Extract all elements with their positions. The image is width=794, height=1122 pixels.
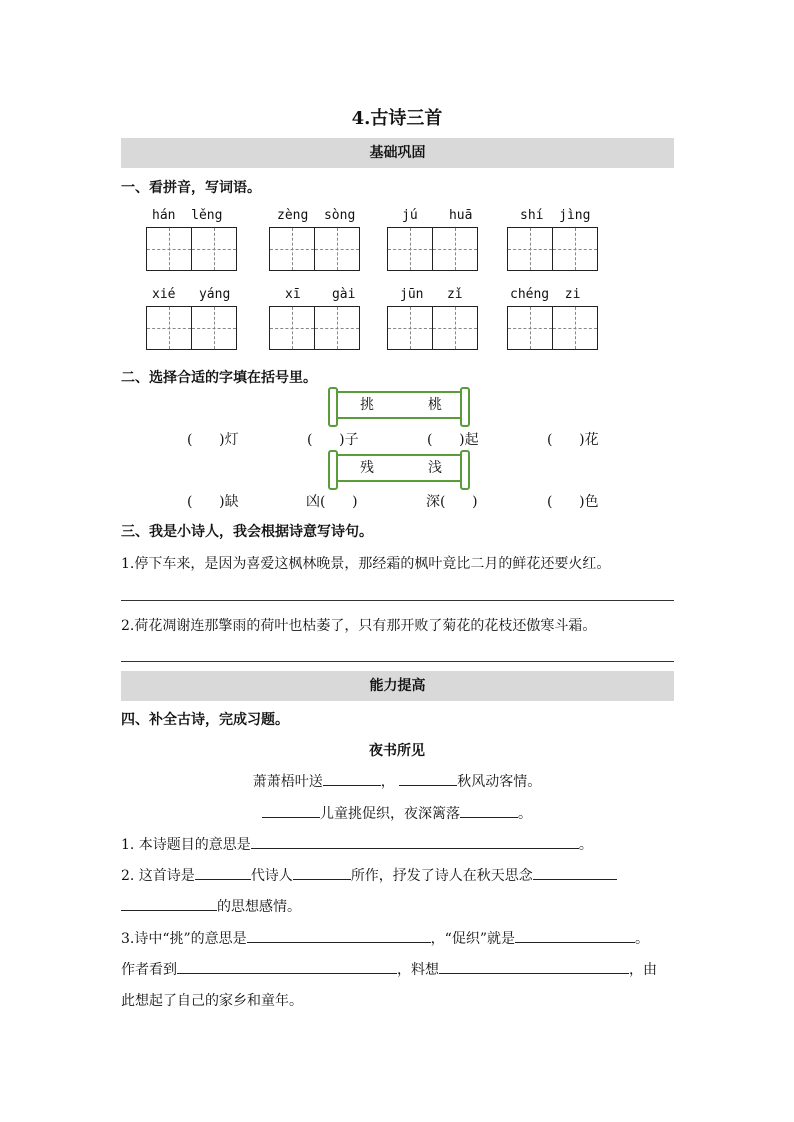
question-text: 所作，抒发了诗人在秋天思念 (350, 868, 533, 884)
choice-char: 桃 (428, 397, 442, 413)
fill-blank[interactable]: ( )缺 (187, 494, 239, 510)
question-text: ，料想 (397, 962, 439, 978)
blank[interactable] (262, 803, 320, 818)
fill-blank[interactable]: 深( ) (426, 494, 478, 510)
fill-blank[interactable]: 凶( ) (306, 494, 358, 510)
pinyin-row-1 (121, 208, 681, 228)
writing-grid[interactable] (507, 227, 598, 271)
writing-grid[interactable] (507, 306, 598, 350)
pinyin-label: hán lěng (152, 208, 223, 223)
poem-title: 夜书所见 (369, 743, 425, 759)
blank[interactable] (177, 959, 397, 974)
blank[interactable] (121, 896, 217, 911)
blank[interactable] (247, 928, 431, 943)
fill-blank[interactable]: ( )花 (547, 432, 599, 448)
pinyin-label: zèng sòng (277, 208, 356, 223)
pinyin-row-2 (121, 287, 681, 307)
poem-text: 秋风动客情。 (457, 774, 542, 790)
pinyin-label: xié yáng (152, 287, 231, 302)
blank[interactable] (460, 803, 518, 818)
writing-grid[interactable] (387, 227, 478, 271)
question-2-heading: 二、选择合适的字填在括号里。 (121, 370, 317, 386)
choice-scroll-2 (330, 454, 468, 482)
q4-sub-2-cont (121, 896, 301, 916)
poem-text: 萧萧梧叶送 (252, 774, 323, 790)
pinyin-label: jú huā (402, 208, 473, 223)
q3-item-1: 1.停下车来，是因为喜爱这枫林晚景，那经霜的枫叶竟比二月的鲜花还要火红。 (121, 556, 611, 572)
q4-sub-1 (121, 834, 593, 854)
blank[interactable] (533, 865, 617, 880)
choice-char: 残 (360, 460, 374, 476)
poem-text: 儿童挑促织，夜深篱落 (320, 806, 460, 822)
choice-char: 挑 (360, 397, 374, 413)
question-text: 代诗人 (250, 868, 293, 884)
writing-grid[interactable] (146, 306, 237, 350)
question-4-heading: 四、补全古诗，完成习题。 (121, 712, 289, 728)
answer-line[interactable] (121, 600, 674, 601)
choice-scroll-1 (330, 391, 468, 419)
blank[interactable] (439, 959, 629, 974)
q4-sub-3-end: 此想起了自己的家乡和童年。 (121, 993, 303, 1009)
writing-grid[interactable] (269, 306, 360, 350)
writing-grid[interactable] (269, 227, 360, 271)
question-text: 作者看到 (121, 962, 177, 978)
question-1-heading: 一、看拼音，写词语。 (121, 180, 261, 196)
fill-blank[interactable]: ( )色 (547, 494, 599, 510)
fill-blank[interactable]: ( )起 (427, 432, 479, 448)
blank[interactable] (399, 771, 457, 786)
fill-blank[interactable]: ( )子 (307, 432, 359, 448)
question-text: ，由 (629, 962, 657, 978)
pinyin-label: xī gài (285, 287, 356, 302)
question-3-heading: 三、我是小诗人，我会根据诗意写诗句。 (121, 524, 373, 540)
q4-sub-3 (121, 928, 649, 948)
blank[interactable] (515, 928, 635, 943)
q4-sub-2 (121, 865, 617, 885)
page-title: 4.古诗三首 (351, 108, 443, 129)
choice-char: 浅 (428, 460, 442, 476)
fill-blank[interactable]: ( )灯 (187, 432, 239, 448)
blank[interactable] (251, 834, 579, 849)
question-text: 。 (635, 931, 649, 947)
question-text: 3.诗中“挑”的意思是 (121, 931, 247, 947)
q3-item-2: 2.荷花凋谢连那擎雨的荷叶也枯萎了，只有那开败了菊花的花枝还傲寒斗霜。 (121, 618, 597, 634)
question-text: ，“促织”就是 (430, 931, 515, 947)
q4-sub-3-cont (121, 959, 657, 979)
section-header-basic: 基础巩固 (121, 138, 674, 168)
question-text: 2. 这首诗是 (121, 868, 195, 884)
question-text: 的思想感情。 (217, 899, 301, 915)
poem-line-2 (0, 803, 794, 823)
blank[interactable] (195, 865, 251, 880)
pinyin-label: jūn zǐ (400, 287, 463, 302)
blank[interactable] (293, 865, 351, 880)
pinyin-label: chéng zi (510, 287, 581, 302)
question-text: 1. 本诗题目的意思是 (121, 837, 251, 853)
poem-line-1 (0, 771, 794, 791)
section-header-advanced: 能力提高 (121, 671, 674, 701)
writing-grid[interactable] (146, 227, 237, 271)
writing-grid[interactable] (387, 306, 478, 350)
question-text: 。 (578, 837, 593, 853)
poem-text: 。 (518, 806, 532, 822)
blank[interactable] (323, 771, 381, 786)
poem-text: ， (380, 774, 395, 790)
pinyin-label: shí jìng (520, 208, 591, 223)
answer-line[interactable] (121, 661, 674, 662)
